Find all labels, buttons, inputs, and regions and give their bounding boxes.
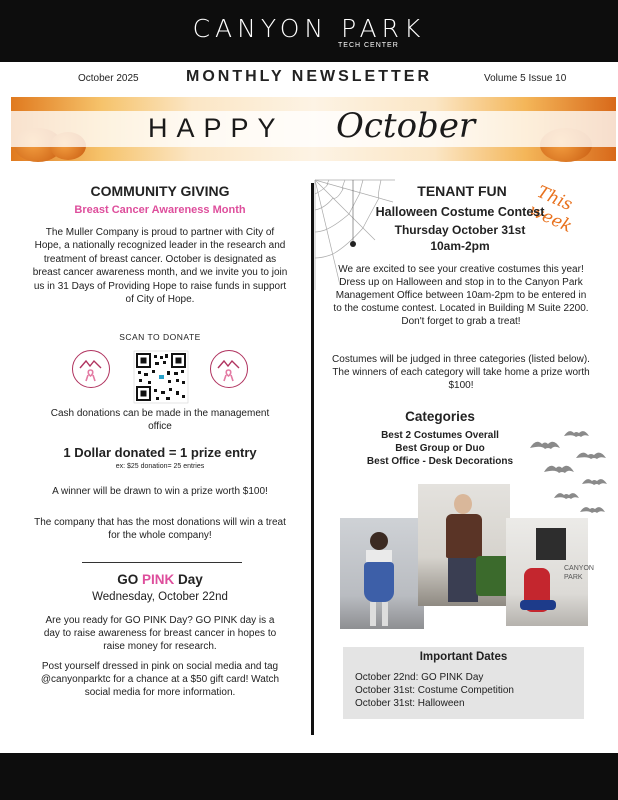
go-pink-title: GO PINK Day — [117, 572, 203, 587]
category-item: Best Office - Desk Decorations — [366, 456, 514, 467]
this-week-tag: This week — [525, 182, 576, 237]
column-divider — [311, 183, 314, 735]
scan-to-donate-label: SCAN TO DONATE — [119, 332, 201, 342]
newsletter-date: October 2025 — [78, 73, 139, 84]
community-giving-title: COMMUNITY GIVING — [90, 183, 230, 199]
issue-number: Volume 5 Issue 10 — [484, 73, 567, 84]
ribbon-icon — [211, 351, 246, 386]
important-date-item: October 31st: Costume Competition — [355, 685, 514, 696]
bats-icon — [524, 428, 608, 528]
costume-photo — [418, 484, 510, 606]
go-pink-social: Post yourself dressed in pink on social media and tag @canyonparktc for a chance at a $50 gift card! Watch social media for more information. — [40, 661, 280, 698]
banner-happy: HAPPY — [148, 113, 285, 143]
important-date-item: October 22nd: GO PINK Day — [355, 672, 484, 683]
costume-contest-body: We are excited to see your creative costumes this year! Dress up on Halloween and stop in to the Canyon Park Management Office between 10am-2pm to be entered in to the costume contest. Located in Building M Suite 2200. Don't forget to grab a treat! — [333, 264, 589, 327]
prize-entry-example: ex: $25 donation= 25 entries — [115, 463, 205, 470]
community-giving-body: The Muller Company is proud to partner with City of Hope, a nationally recognized leader in the research and treatment of breast cancer. October is designated as breast cancer awareness month, and we invite you to join us in 31 Days of Providing Hope to raise funds in support of City of Hope. — [32, 227, 288, 306]
costume-photo — [506, 518, 594, 626]
ribbon-icon — [73, 351, 108, 386]
tenant-fun-title: TENANT FUN — [417, 183, 507, 199]
brand-subtitle: TECH CENTER — [338, 42, 399, 49]
costume-contest-date: Thursday October 31st — [394, 223, 526, 237]
go-pink-date: Wednesday, October 22nd — [92, 591, 228, 603]
costume-contest-title: Halloween Costume Contest — [375, 205, 545, 219]
community-giving-subtitle: Breast Cancer Awareness Month — [74, 204, 246, 216]
go-pink-body: Are you ready for GO PINK Day? GO PINK day is a day to raise awareness for breast cancer in hopes to raise money for research. — [43, 615, 277, 652]
brand-logo: CANYON PARK — [192, 14, 426, 43]
banner-band — [11, 111, 616, 147]
costume-photo — [340, 518, 424, 629]
costume-contest-time: 10am-2pm — [430, 239, 490, 253]
canyon-park-sign: CANYON PARK — [564, 565, 594, 581]
category-item: Best 2 Costumes Overall — [381, 430, 499, 441]
banner-october: October — [336, 106, 476, 146]
costume-judging-body: Costumes will be judged in three categories (listed below). The winners of each category will take home a prize worth $100! — [332, 354, 590, 391]
city-of-hope-logo — [210, 350, 248, 388]
donate-qr-code[interactable] — [134, 351, 188, 403]
important-date-item: October 31st: Halloween — [355, 698, 465, 709]
city-of-hope-logo — [72, 350, 110, 388]
important-dates-title: Important Dates — [419, 651, 508, 663]
cash-donation-note: Cash donations can be made in the management office — [50, 408, 270, 432]
categories-title: Categories — [405, 409, 475, 424]
category-item: Best Group or Duo — [395, 443, 485, 454]
prize-entry-headline: 1 Dollar donated = 1 prize entry — [63, 445, 257, 460]
section-divider — [82, 562, 242, 563]
newsletter-title: MONTHLY NEWSLETTER — [185, 68, 432, 85]
footer-bar — [0, 753, 618, 800]
winner-note: A winner will be drawn to win a prize worth $100! — [52, 486, 268, 497]
company-treat-note: The company that has the most donations will win a treat for the whole company! — [34, 517, 286, 541]
